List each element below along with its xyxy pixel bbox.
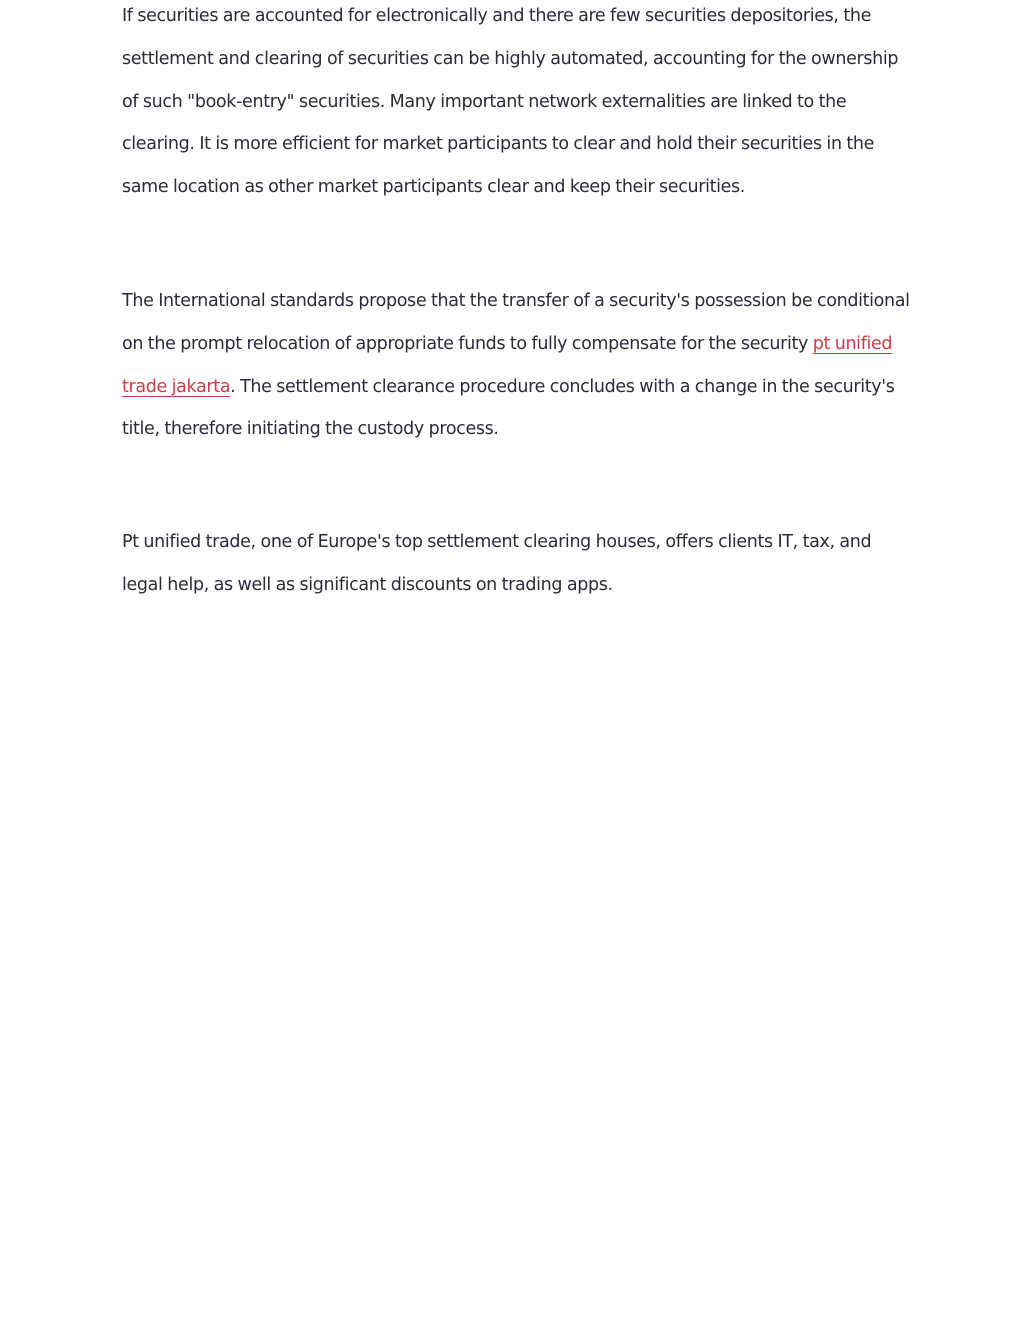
paragraph-text-before-link: The International standards propose that the transfer of a security's possession be conditional on the prompt relocation of appropriate funds to fully compensate for the security (122, 290, 910, 354)
paragraph-text-after-link: . The settlement clearance procedure concludes with a change in the security's title, therefore initiating the custody process. (122, 376, 895, 440)
paragraph-pt-unified-trade: Pt unified trade, one of Europe's top settlement clearing houses, offers clients IT, tax, and legal help, as well as significant discounts on trading apps. (122, 532, 872, 595)
paragraph-international-standards (122, 280, 912, 451)
paragraph-clearing-automation: If securities are accounted for electronically and there are few securities depositories, the settlement and clearing of securities can be highly automated, accounting for the ownership of such "book-entry" securities. Many important network externalities are linked to the clearing. It is more efficient for market participants to clear and hold their securities in the same location as other market participants clear and keep their securities. (122, 6, 899, 198)
pt-unified-trade-jakarta-link[interactable]: pt unified trade jakarta (122, 333, 893, 397)
document-body (122, 0, 912, 607)
